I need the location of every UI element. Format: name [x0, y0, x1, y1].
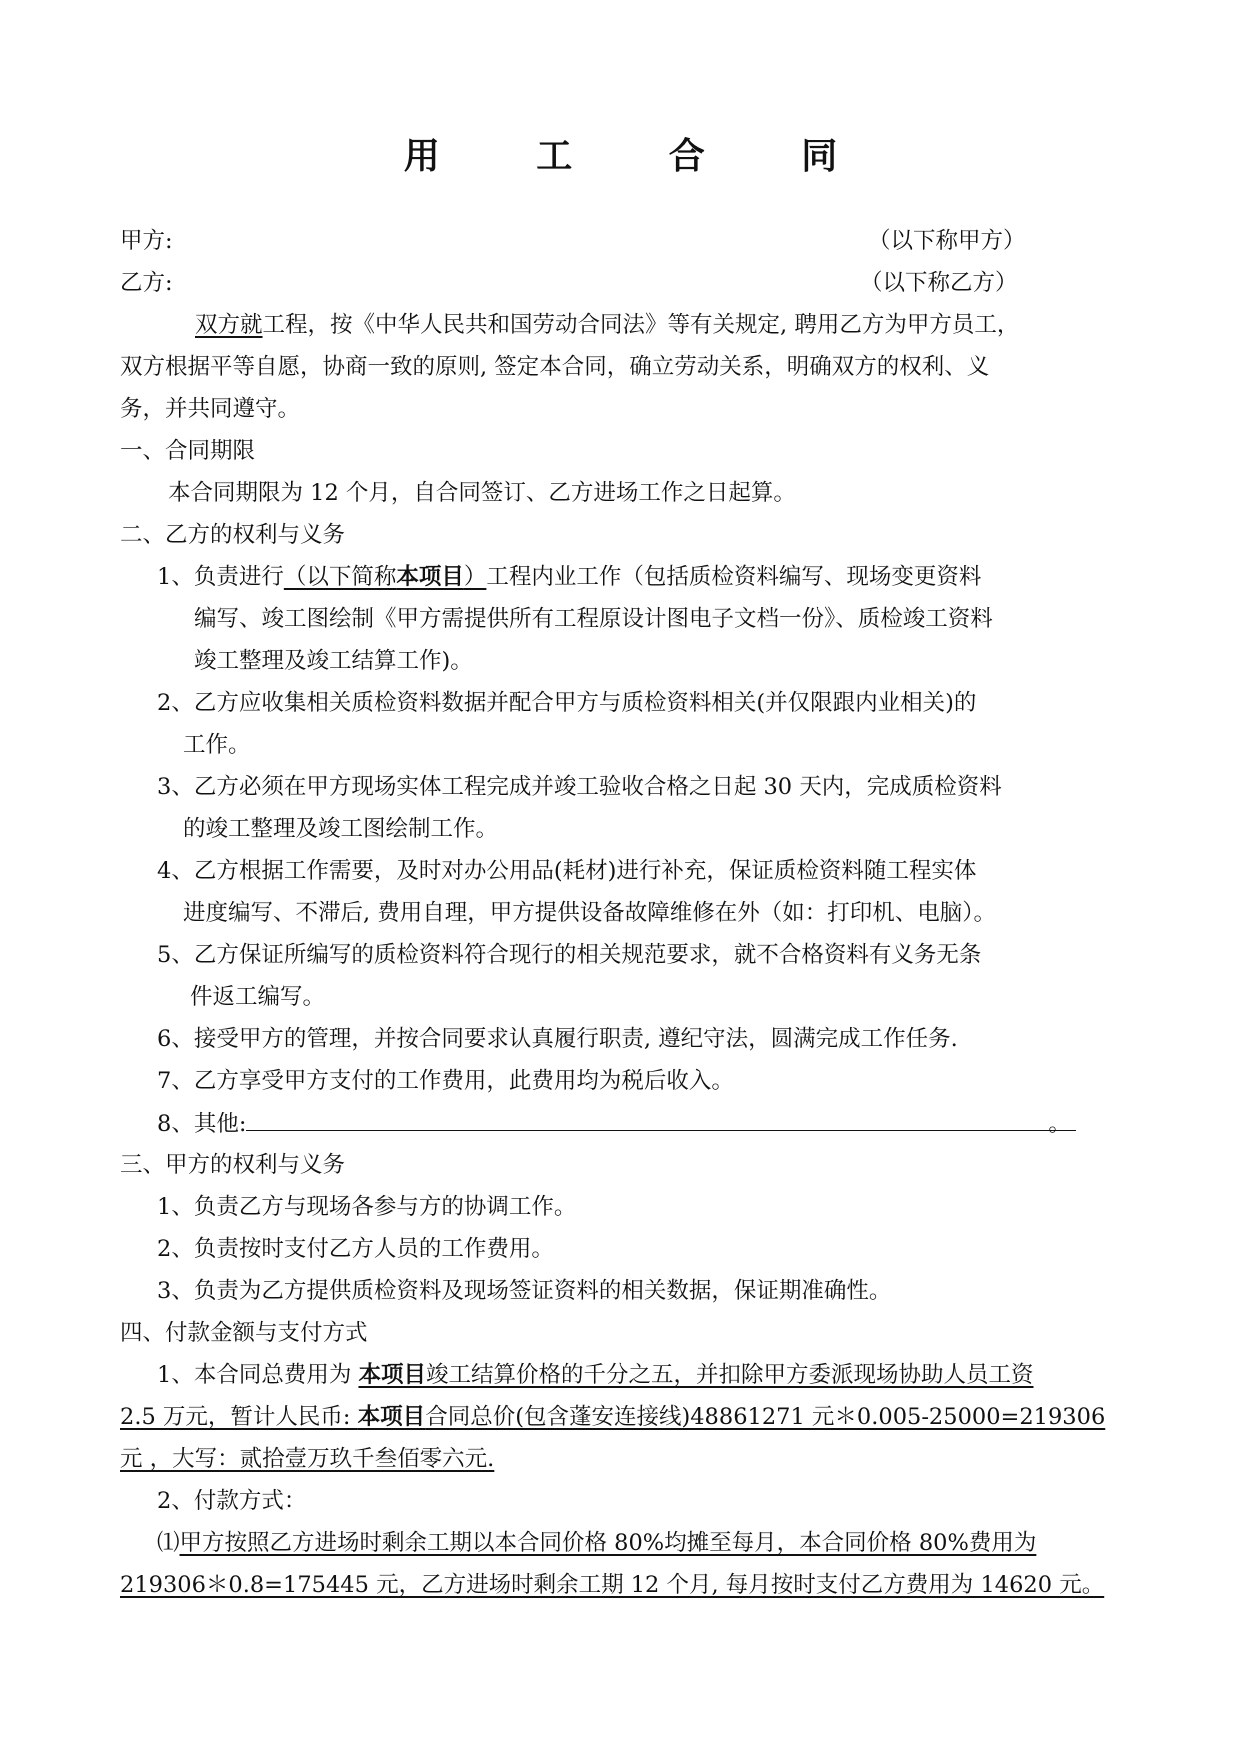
- s4-payment-1-line-2: 219306＊0.8=175445 元，乙方进场时剩余工期 12 个月, 每月按时支付乙方费用为 14620 元。: [120, 1572, 1105, 1598]
- s4-amount-formula: 合同总价(包含蓬安连接线)48861271 元＊0.005-25000=219306: [425, 1404, 1106, 1430]
- section-3-heading: 三、甲方的权利与义务: [120, 1152, 346, 1178]
- party-b-label: 乙方:: [120, 270, 173, 296]
- s4-para-1-line-1: [157, 1360, 1034, 1390]
- s2-item-5-line-1: 5、乙方保证所编写的质检资料符合现行的相关规范要求，就不合格资料有义务无条: [157, 942, 982, 968]
- s2-item-6: 6、接受甲方的管理，并按合同要求认真履行职责, 遵纪守法，圆满完成工作任务.: [157, 1026, 958, 1052]
- s4-payment-1-text: 甲方按照乙方进场时剩余工期以本合同价格 80%均摊至每月，本合同价格 80%费用为: [179, 1530, 1037, 1556]
- other-terms-blank: [246, 1108, 1076, 1131]
- section-1-text: 本合同期限为 12 个月，自合同签订、乙方进场工作之日起算。: [168, 480, 796, 506]
- s2-item-1-rest: 工程内业工作（包括质检资料编写、现场变更资料: [486, 564, 982, 590]
- project-term: 本项目: [396, 564, 464, 590]
- project-term-3: 本项目: [357, 1404, 426, 1430]
- s2-item-3-line-1: 3、乙方必须在甲方现场实体工程完成并竣工验收合格之日起 30 天内，完成质检资料: [157, 774, 1002, 800]
- intro-line-3: 务，并共同遵守。: [120, 396, 301, 422]
- s3-item-2: 2、负责按时支付乙方人员的工作费用。: [157, 1236, 554, 1262]
- s2-item-4-line-2: 进度编写、不滞后, 费用自理，甲方提供设备故障维修在外（如：打印机、电脑）。: [183, 900, 997, 926]
- s2-item-1-underline: [284, 564, 487, 590]
- s2-item-1-line-2: 编写、竣工图绘制《甲方需提供所有工程原设计图电子文档一份》、质检竣工资料: [194, 606, 993, 632]
- intro-line-1-rest: 工程，按《中华人民共和国劳动合同法》等有关规定, 聘用乙方为甲方员工，: [262, 312, 1020, 338]
- section-2-heading: 二、乙方的权利与义务: [120, 522, 346, 548]
- s4-para-1-underline: [358, 1362, 1033, 1388]
- section-1-heading: 一、合同期限: [120, 438, 256, 464]
- s2-item-8: [157, 1108, 1099, 1139]
- intro-line-2: 双方根据平等自愿，协商一致的原则, 签定本合同，确立劳动关系，明确双方的权利、义: [120, 354, 990, 380]
- s2-item-8-label: 8、其他:: [157, 1111, 247, 1137]
- s2-item-7: 7、乙方享受甲方支付的工作费用，此费用均为税后收入。: [157, 1068, 734, 1094]
- s4-para-1-rest: 竣工结算价格的千分之五，并扣除甲方委派现场协助人员工资: [425, 1362, 1034, 1388]
- document-title: 用 工 合 同: [403, 135, 880, 177]
- s4-para-1-line-2: [120, 1402, 1105, 1432]
- s2-item-3-line-2: 的竣工整理及竣工图绘制工作。: [183, 816, 499, 842]
- s2-item-1-prefix: 1、负责进行: [157, 564, 284, 590]
- s4-para-1-line-3: 元 ，大写：贰拾壹万玖千叁佰零六元.: [120, 1446, 495, 1472]
- s4-amount-prefix: 2.5 万元，暂计人民币:: [120, 1404, 358, 1430]
- s4-payment-1-line-1: [157, 1528, 1036, 1558]
- s2-item-1-line-3: 竣工整理及竣工结算工作)。: [194, 648, 473, 674]
- section-4-heading: 四、付款金额与支付方式: [120, 1320, 368, 1346]
- party-b-alias: （以下称乙方）: [860, 270, 1018, 296]
- s2-item-4-line-1: 4、乙方根据工作需要，及时对办公用品(耗材)进行补充，保证质检资料随工程实体: [157, 858, 977, 884]
- s2-item-2-line-2: 工作。: [183, 732, 251, 758]
- project-term-2: 本项目: [358, 1362, 426, 1388]
- party-a-label: 甲方:: [120, 228, 173, 254]
- s2-item-8-end: 。: [1048, 1111, 1071, 1137]
- s2-item-1-line-1: [157, 562, 981, 592]
- intro-underlined: 双方就: [195, 312, 263, 338]
- intro-line-1: [195, 310, 1019, 340]
- s2-item-1-u2: ）: [463, 564, 487, 590]
- s2-item-1-u1: （以下简称: [283, 564, 397, 590]
- s2-item-2-line-1: 2、乙方应收集相关质检资料数据并配合甲方与质检资料相关(并仅限跟内业相关)的: [157, 690, 977, 716]
- s3-item-3: 3、负责为乙方提供质检资料及现场签证资料的相关数据，保证期准确性。: [157, 1278, 892, 1304]
- s4-para-1-prefix: 1、本合同总费用为: [157, 1362, 359, 1388]
- party-a-alias: （以下称甲方）: [868, 228, 1026, 254]
- s2-item-5-line-2: 件返工编写。: [190, 984, 326, 1010]
- s4-payment-method: 2、付款方式：: [157, 1488, 307, 1514]
- s4-payment-1-marker: ⑴: [157, 1530, 180, 1556]
- s3-item-1: 1、负责乙方与现场各参与方的协调工作。: [157, 1194, 577, 1220]
